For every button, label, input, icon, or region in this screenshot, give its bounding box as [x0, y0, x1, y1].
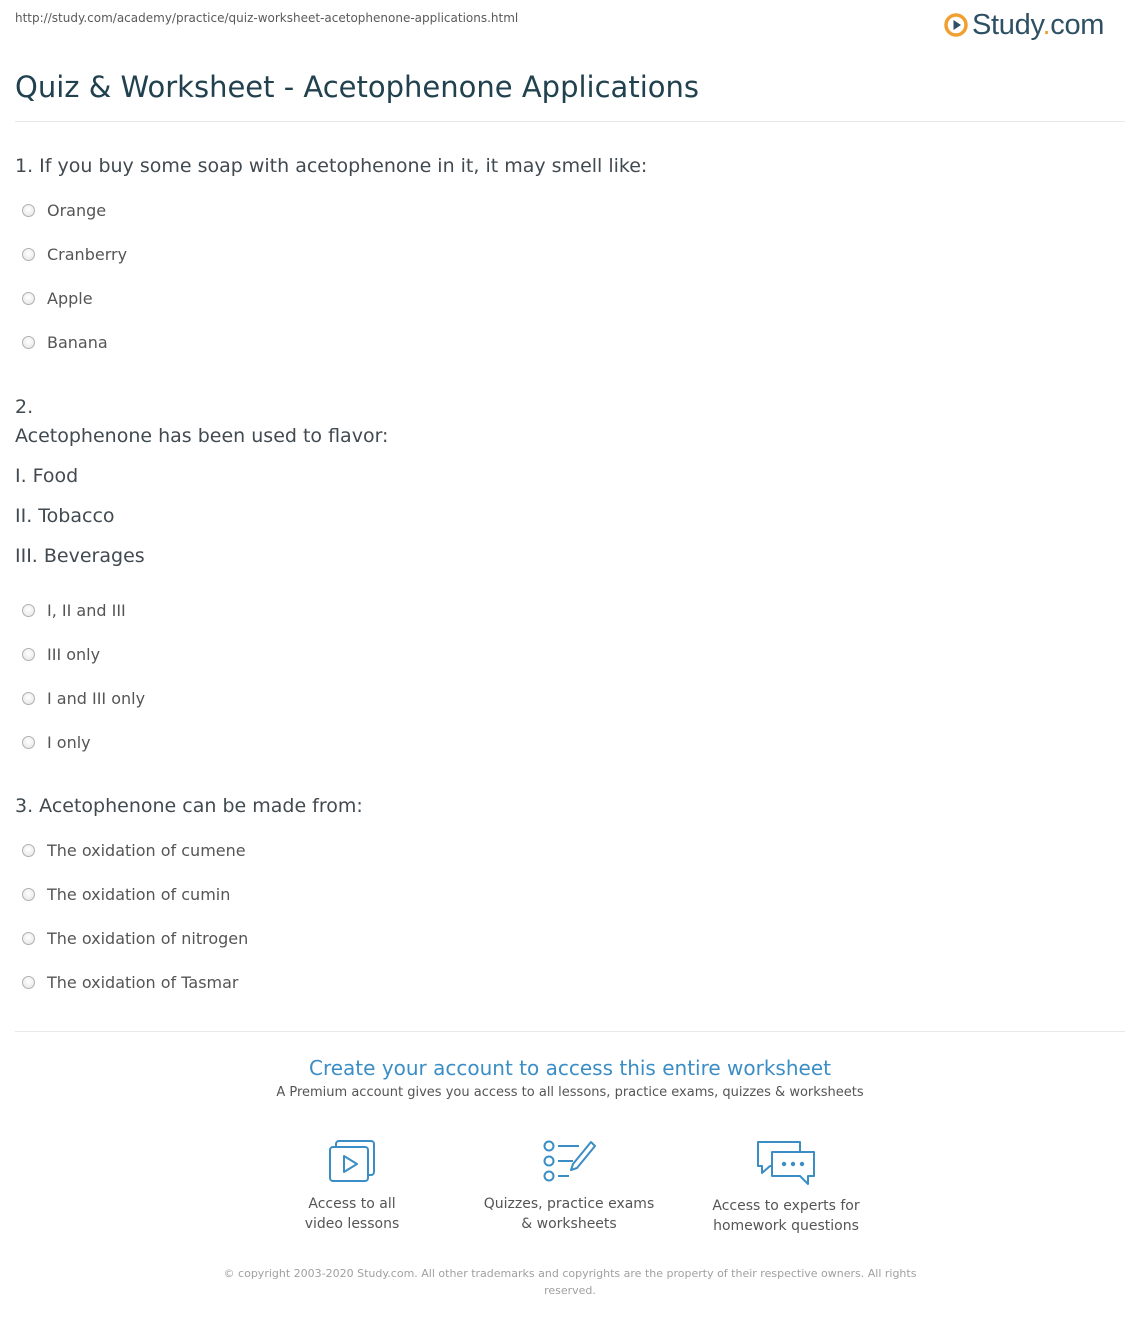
question-2-number: 2. [15, 396, 34, 418]
feature-label: Access to all video lessons [304, 1196, 400, 1232]
q3-option-2[interactable]: The oxidation of cumin [22, 883, 230, 905]
radio-button[interactable] [22, 736, 35, 749]
page-title: Quiz & Worksheet - Acetophenone Applications [15, 70, 699, 104]
video-play-icon [326, 1138, 378, 1184]
cta-divider [15, 1031, 1125, 1032]
feature-label: Access to experts for homework questions [712, 1198, 860, 1234]
question-2-item-2: II. Tobacco [15, 505, 115, 527]
q3-option-1[interactable]: The oxidation of cumene [22, 839, 246, 861]
logo-play-icon [944, 13, 968, 37]
feature-label: Quizzes, practice exams & worksheets [483, 1196, 655, 1232]
q1-option-1[interactable]: Orange [22, 199, 106, 221]
q1-option-2[interactable]: Cranberry [22, 243, 127, 265]
q3-option-4[interactable]: The oxidation of Tasmar [22, 971, 239, 993]
radio-button[interactable] [22, 204, 35, 217]
chat-bubbles-icon [754, 1138, 818, 1186]
feature-experts [681, 1138, 891, 1236]
create-account-link[interactable]: Create your account to access this entire worksheet [309, 1056, 831, 1080]
question-2-item-1: I. Food [15, 465, 79, 487]
copyright-footer: © copyright 2003-2020 Study.com. All other trademarks and copyrights are the property of their respective owners. All rights reserved. [223, 1267, 917, 1297]
title-divider [15, 121, 1125, 122]
q1-option-4[interactable]: Banana [22, 331, 108, 353]
checklist-icon [541, 1138, 597, 1184]
radio-button[interactable] [22, 604, 35, 617]
radio-button[interactable] [22, 976, 35, 989]
radio-button[interactable] [22, 692, 35, 705]
q2-option-4[interactable]: I only [22, 731, 91, 753]
feature-video-lessons [247, 1138, 457, 1234]
question-2-text: Acetophenone has been used to flavor: [15, 425, 389, 447]
radio-button[interactable] [22, 292, 35, 305]
radio-button[interactable] [22, 336, 35, 349]
question-3-text: 3. Acetophenone can be made from: [15, 795, 363, 817]
question-2-item-3: III. Beverages [15, 545, 145, 567]
q2-option-1[interactable]: I, II and III [22, 599, 126, 621]
logo-wordmark: Study.com [972, 8, 1105, 41]
radio-button[interactable] [22, 932, 35, 945]
page-url: http://study.com/academy/practice/quiz-worksheet-acetophenone-applications.html [15, 11, 519, 25]
radio-button[interactable] [22, 648, 35, 661]
radio-button[interactable] [22, 248, 35, 261]
q3-option-3[interactable]: The oxidation of nitrogen [22, 927, 248, 949]
study-logo[interactable] [944, 8, 1104, 42]
premium-subtitle: A Premium account gives you access to all lessons, practice exams, quizzes & worksheets [276, 1085, 864, 1100]
q2-option-2[interactable]: III only [22, 643, 100, 665]
q2-option-3[interactable]: I and III only [22, 687, 145, 709]
radio-button[interactable] [22, 844, 35, 857]
q1-option-3[interactable]: Apple [22, 287, 93, 309]
radio-button[interactable] [22, 888, 35, 901]
feature-quizzes [464, 1138, 674, 1234]
question-1-text: 1. If you buy some soap with acetophenone in it, it may smell like: [15, 155, 648, 177]
